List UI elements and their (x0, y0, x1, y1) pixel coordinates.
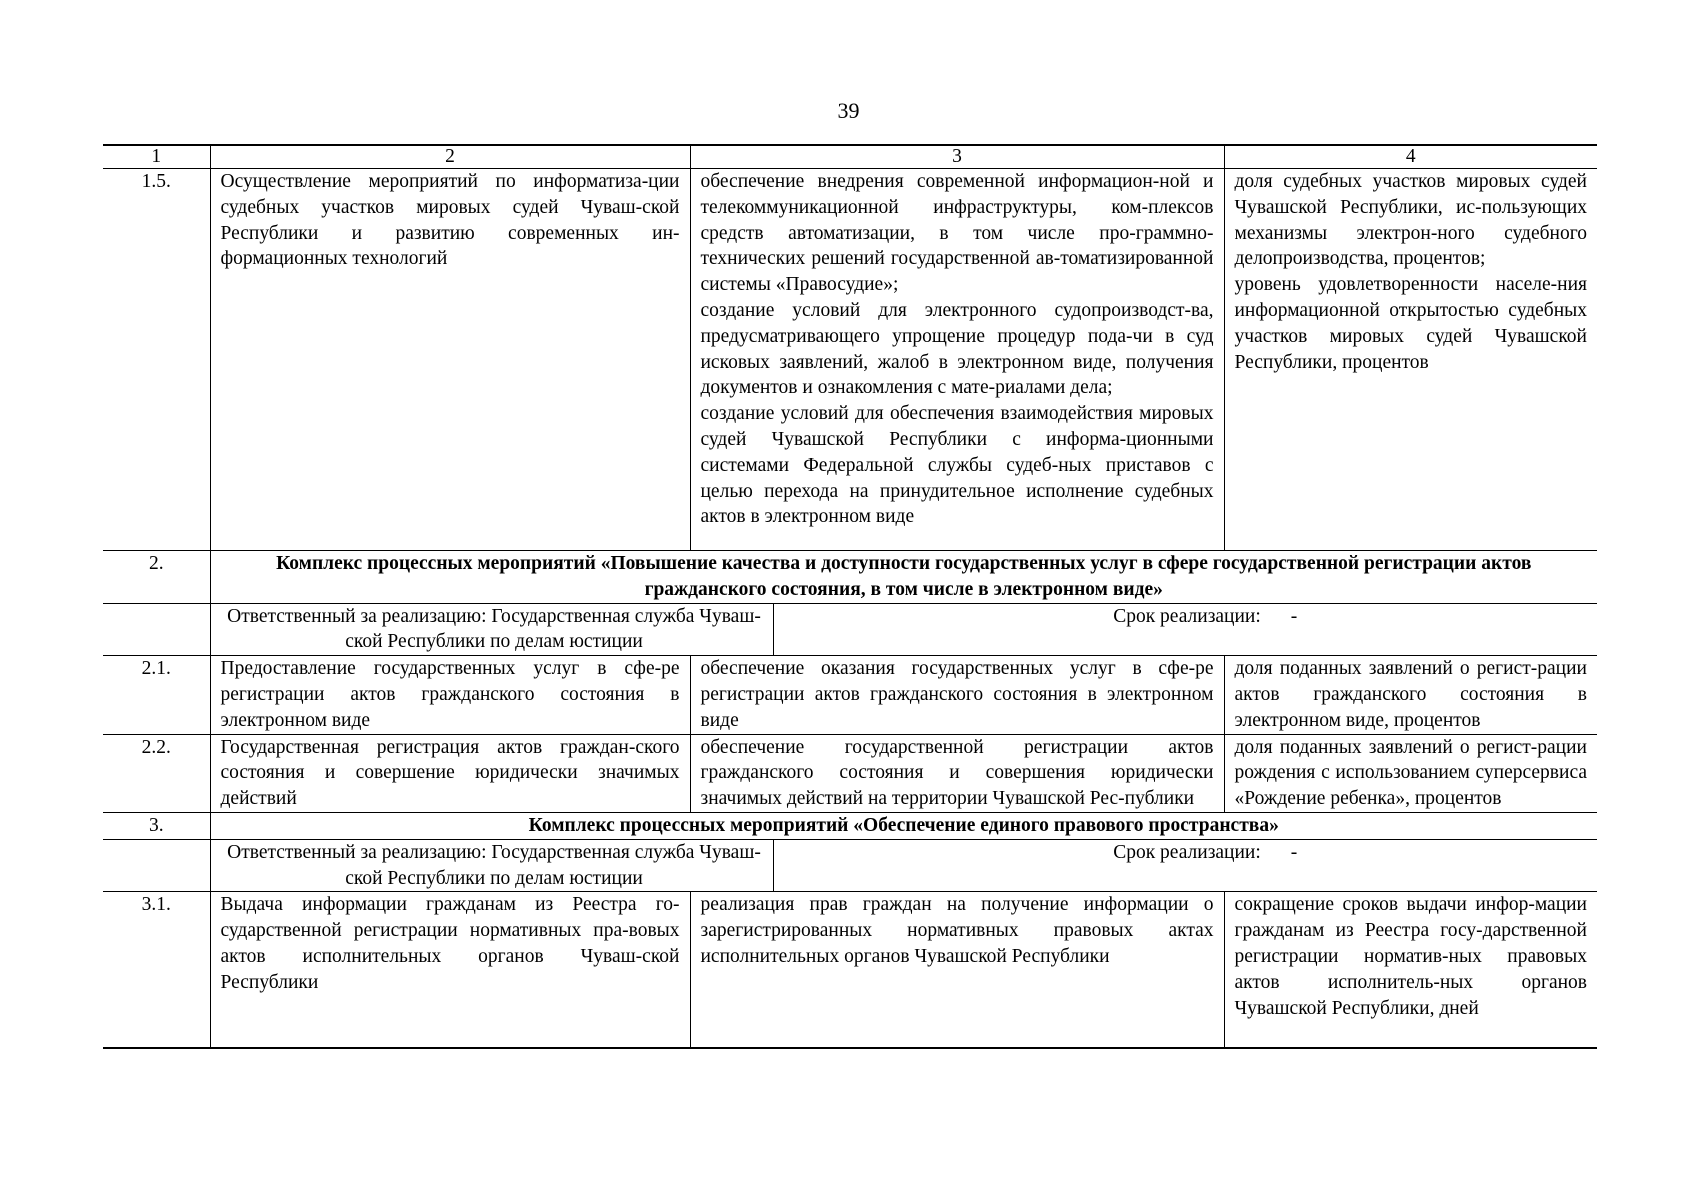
section-title: Комплекс процессных мероприятий «Обеспечение единого правового пространства» (210, 812, 1597, 839)
section-number: 2. (103, 551, 210, 604)
term-value: - (1290, 841, 1298, 863)
indicator-cell: доля поданных заявлений о регист-рации актов гражданского состояния в электронном виде, процентов (1224, 656, 1597, 734)
responsible-row (103, 603, 1597, 656)
column-number-2: 2 (210, 145, 690, 169)
section-title: Комплекс процессных мероприятий «Повышение качества и доступности государственных услуг в сфере государственной регистрации актов гражданского состояния, в том числе в электронном виде» (210, 551, 1597, 604)
term-label: Срок реализации: (1113, 605, 1261, 627)
term-cell (773, 604, 1598, 656)
measure-cell: Выдача информации гражданам из Реестра го-сударственной регистрации нормативных пра-вовых актов исполнительных органов Чуваш-ской Республики (210, 892, 690, 1048)
table-row (103, 169, 1597, 551)
row-number: 2.1. (103, 656, 210, 734)
responsible-cell (210, 839, 1597, 892)
page-number: 39 (837, 98, 860, 123)
responsible-cell (210, 603, 1597, 656)
program-table (103, 144, 1597, 1049)
task-cell: реализация прав граждан на получение информации о зарегистрированных нормативных правовых актах исполнительных органов Чувашской Республики (690, 892, 1224, 1048)
task-cell: обеспечение оказания государственных услуг в сфе-ре регистрации актов гражданского состояния в электронном виде (690, 656, 1224, 734)
table-header-row (103, 145, 1597, 169)
section-number: 3. (103, 812, 210, 839)
row-number: 1.5. (103, 169, 210, 551)
row-number: 3.1. (103, 892, 210, 1048)
row-number: 2.2. (103, 734, 210, 812)
term-label: Срок реализации: (1113, 841, 1261, 863)
indicator-cell: доля поданных заявлений о регист-рации рождения с использованием суперсервиса «Рождение ребенка», процентов (1224, 734, 1597, 812)
responsible-row (103, 839, 1597, 892)
measure-cell: Осуществление мероприятий по информатиза-ции судебных участков мировых судей Чуваш-ской Республики и развитию современных ин-формационных технологий (210, 169, 690, 551)
section-title-row (103, 812, 1597, 839)
column-number-4: 4 (1224, 145, 1597, 169)
column-number-1: 1 (103, 145, 210, 169)
measure-cell: Государственная регистрация актов граждан-ского состояния и совершение юридически значимых действий (210, 734, 690, 812)
task-cell: обеспечение внедрения современной информацион-ной и телекоммуникационной инфраструктуры, ком-плексов средств автоматизации, в том числе про-граммно-технических решений государственной ав-томатизированной системы «Правосудие»; создание условий для электронного судопроизводст-ва, предусматривающего упрощение процедур пода-чи в суд исковых заявлений, жалоб в электронном виде, получения документов и ознакомления с мате-риалами дела; создание условий для обеспечения взаимодействия мировых судей Чувашской Республики с информа-ционными системами Федеральной службы судеб-ных приставов с целью перехода на принудительное исполнение судебных актов в электронном виде (690, 169, 1224, 551)
responsible-text: Ответственный за реализацию: Государственная служба Чуваш-ской Республики по делам юстиции (227, 841, 761, 889)
indicator-cell: доля судебных участков мировых судей Чувашской Республики, ис-пользующих механизмы электрон-ного судебного делопроизводства, процентов; уровень удовлетворенности населе-ния информационной открытостью судебных участков мировых судей Чувашской Республики, процентов (1224, 169, 1597, 551)
empty-cell (103, 603, 210, 656)
responsible-text: Ответственный за реализацию: Государственная служба Чуваш-ской Республики по делам юстиции (227, 605, 761, 653)
column-number-3: 3 (690, 145, 1224, 169)
term-cell (773, 840, 1598, 892)
section-title-row (103, 551, 1597, 604)
measure-cell: Предоставление государственных услуг в сфе-ре регистрации актов гражданского состояния в электронном виде (210, 656, 690, 734)
task-cell: обеспечение государственной регистрации актов гражданского состояния и совершения юридически значимых действий на территории Чувашской Рес-публики (690, 734, 1224, 812)
indicator-cell: сокращение сроков выдачи инфор-мации гражданам из Реестра госу-дарственной регистрации норматив-ных правовых актов исполнитель-ных органов Чувашской Республики, дней (1224, 892, 1597, 1048)
table-row (103, 734, 1597, 812)
empty-cell (103, 839, 210, 892)
term-value: - (1290, 605, 1298, 627)
table-row (103, 656, 1597, 734)
table-row (103, 892, 1597, 1048)
